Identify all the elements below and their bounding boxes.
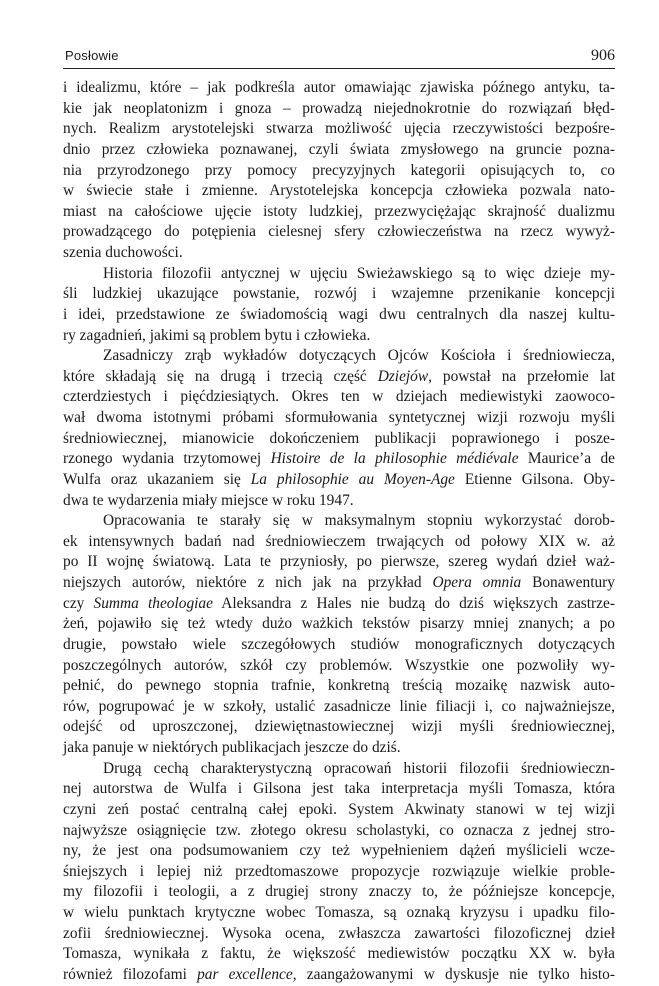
text-segment: rów, pogrupować je w szkoły, ustalić zasadnicze linie filiacji i, co najważniejsze, [63, 697, 615, 715]
text-line [63, 99, 615, 120]
text-segment: średniowiecznej, mianowicie dokończeniem publikacji poprawionego i posze- [63, 429, 615, 447]
text-line [63, 408, 615, 429]
text-segment: Bonawentury [521, 574, 615, 591]
text-line [63, 305, 615, 326]
text-line [63, 202, 615, 223]
text-segment: zofii średniowiecznej. Wysoka ocena, zwłaszcza zawartości filozoficznej dzieł [63, 924, 615, 942]
text-line [63, 532, 615, 553]
text-segment: w świecie stałe i zmienne. Arystotelejska koncepcja człowieka pozwala nato- [63, 182, 615, 200]
text-segment: które składają się na drugą i trzecią część [63, 367, 378, 385]
text-line [63, 119, 615, 140]
text-segment: Wulfa oraz ukazaniem się [63, 470, 251, 488]
text-line [63, 924, 615, 945]
text-segment: również filozofami [63, 965, 198, 983]
text-segment: ry zagadnień, jakimi są problem bytu i człowieka. [63, 326, 371, 344]
running-head [63, 46, 615, 69]
italic-title: par excellence [197, 965, 293, 983]
text-segment: i idei, przedstawione ze świadomością wagi dwu centralnych dla naszej kultu- [63, 305, 615, 323]
text-segment: niejszych autorów, niektóre z nich jak na przykład [63, 574, 433, 591]
text-line [63, 738, 615, 759]
text-segment: nych. Realizm arystotelejski stwarza możliwość ujęcia rzeczywistości bezpośre- [63, 120, 615, 138]
text-segment: śli ludzkiej ukazujące powstanie, rozwój i wzajemne przenikanie koncepcji [63, 285, 615, 303]
text-line [63, 511, 615, 532]
text-line [63, 326, 615, 347]
text-line [63, 862, 615, 883]
text-line [63, 759, 615, 780]
text-segment: Tomasza, wynikała z faktu, że większość mediewistów początku XX w. była [63, 945, 615, 963]
text-line [63, 697, 615, 718]
text-segment: czy [63, 594, 94, 612]
text-segment: Opracowania te starały się w maksymalnym stopniu wykorzystać dorob- [103, 512, 615, 530]
text-segment: pełnić, do pewnego stopnia trafnie, konkretną treścią mozaikę nazwisk auto- [63, 677, 615, 695]
text-segment: jaka panuje w niektórych publikacjach jeszcze do dziś. [63, 739, 401, 756]
italic-title: La philosophie au Moyen-Age [250, 470, 455, 488]
text-segment: rzonego wydania trzytomowej [63, 450, 271, 468]
text-segment: Aleksandra z Hales nie budzą do dziś większych zastrze- [212, 594, 615, 612]
page-number: 906 [591, 47, 615, 64]
text-line [63, 367, 615, 388]
text-line [63, 284, 615, 305]
italic-title: Opera omnia [432, 574, 522, 591]
text-segment: czterdziestych i pięćdziesiątych. Okres ten w dziejach mediewistyki zaowoco- [63, 388, 615, 406]
italic-title: Histoire de la philosophie médiévale [270, 450, 519, 468]
text-segment: Etienne Gilsona. Oby- [454, 470, 616, 488]
text-line [63, 594, 615, 615]
text-line [63, 429, 615, 450]
text-segment: kie jak neoplatonizm i gnoza – prowadzą niejednokrotnie do rozwiązań błęd- [63, 99, 615, 117]
text-line [63, 800, 615, 821]
text-line [63, 181, 615, 202]
text-segment: Zasadniczy zrąb wykładów dotyczących Ojców Kościoła i średniowiecza, [103, 347, 615, 365]
text-line [63, 573, 615, 594]
text-segment: prowadzącego do potępienia cielesnej sfery człowieczeństwa na rzecz wywyż- [63, 223, 615, 241]
text-segment: żeń, pojawiło się też wtedy dużo ważkich tekstów pisarzy mniej znanych; a po [63, 615, 615, 633]
text-line [63, 161, 615, 182]
text-line [63, 449, 615, 470]
text-segment: dwa te wydarzenia miały miejsce w roku 1947. [63, 491, 354, 509]
text-segment: nej autorstwa de Wulfa i Gilsona jest taka interpretacja myśli Tomasza, która [63, 780, 615, 798]
text-line [63, 821, 615, 842]
text-segment: dnio przez człowieka poznawanej, czyli świata zmysłowego na gruncie pozna- [63, 140, 615, 158]
text-line [63, 656, 615, 677]
text-line [63, 841, 615, 862]
italic-title: Dziejów [377, 367, 429, 385]
text-segment: i idealizmu, które – jak podkreśla autor omawiając zjawiska późnego antyku, ta- [63, 79, 615, 96]
text-line [63, 614, 615, 635]
text-line [63, 387, 615, 408]
text-line [63, 78, 615, 99]
text-segment: czyni zeń postać centralną całej epoki. System Akwinaty stanowi w tej wizji [63, 800, 615, 818]
text-line [63, 965, 615, 986]
text-segment: w wielu punktach krytyczne wobec Tomasza, są oznaką kryzysu i upadku filo- [63, 904, 615, 921]
text-segment: , powstał na przełomie lat [428, 367, 615, 385]
text-line [63, 552, 615, 573]
text-line [63, 882, 615, 903]
text-segment: miast na całościowe ujęcie istoty ludzkiej, przezwyciężając skrajność dualizmu [63, 202, 615, 220]
text-segment: szenia duchowości. [63, 244, 183, 261]
text-line [63, 903, 615, 924]
text-segment: Historia filozofii antycznej w ujęciu Swieżawskiego są to więc dzieje my- [103, 264, 615, 282]
text-segment: Maurice’a de [518, 450, 616, 468]
text-line [63, 140, 615, 161]
text-segment: Drugą cechą charakterystyczną opracowań historii filozofii średniowieczn- [103, 759, 615, 777]
text-segment: śniejszych i lepiej niż przedtomaszowe propozycje rozwiązuje wielkie proble- [63, 862, 615, 880]
text-line [63, 944, 615, 965]
text-segment: wał dwoma istotnymi próbami sformułowania syntetycznej wizji rozwoju myśli [63, 409, 615, 426]
text-line [63, 470, 615, 491]
text-line [63, 779, 615, 800]
text-segment: , zaangażowanymi w dyskusje nie tylko histo- [292, 965, 615, 983]
text-segment: nia przyrodzonego przy pomocy precyzyjnych kategorii opisujących to, co [63, 161, 615, 179]
text-segment: ek intensywnych badań nad średniowieczem trwających od połowy XIX w. aż [63, 532, 615, 550]
text-line [63, 222, 615, 243]
text-segment: po II wojnę światową. Lata te przyniosły, po pierwsze, szereg wydań dzieł waż- [63, 553, 615, 571]
text-line [63, 676, 615, 697]
text-line [63, 243, 615, 264]
text-segment: drugie, powstało wiele szczegółowych studiów monograficznych dotyczących [63, 635, 615, 653]
running-title: Posłowie [65, 48, 119, 63]
text-segment: my filozofii i teologii, a z drugiej strony znaczy to, że późniejsze koncepcje, [63, 883, 615, 901]
italic-title: Summa theologiae [93, 594, 213, 612]
text-segment: najwyższe osiągnięcie tzw. złotego okresu scholastyki, co oznacza z jednej stro- [63, 821, 615, 839]
text-segment: poszczególnych autorów, szkół czy problemów. Wszystkie one pozwoliły wy- [63, 656, 615, 674]
text-line [63, 717, 615, 738]
text-line [63, 635, 615, 656]
text-segment: odejść od uproszczonej, dziewiętnastowiecznej wizji myśli średniowiecznej, [63, 718, 615, 736]
text-line [63, 491, 615, 512]
text-segment: ny, że jest ona podsumowaniem czy też wypełnieniem dążeń myślicieli wcze- [63, 842, 615, 860]
text-line [63, 346, 615, 367]
text-line [63, 264, 615, 285]
body-text [63, 78, 615, 986]
